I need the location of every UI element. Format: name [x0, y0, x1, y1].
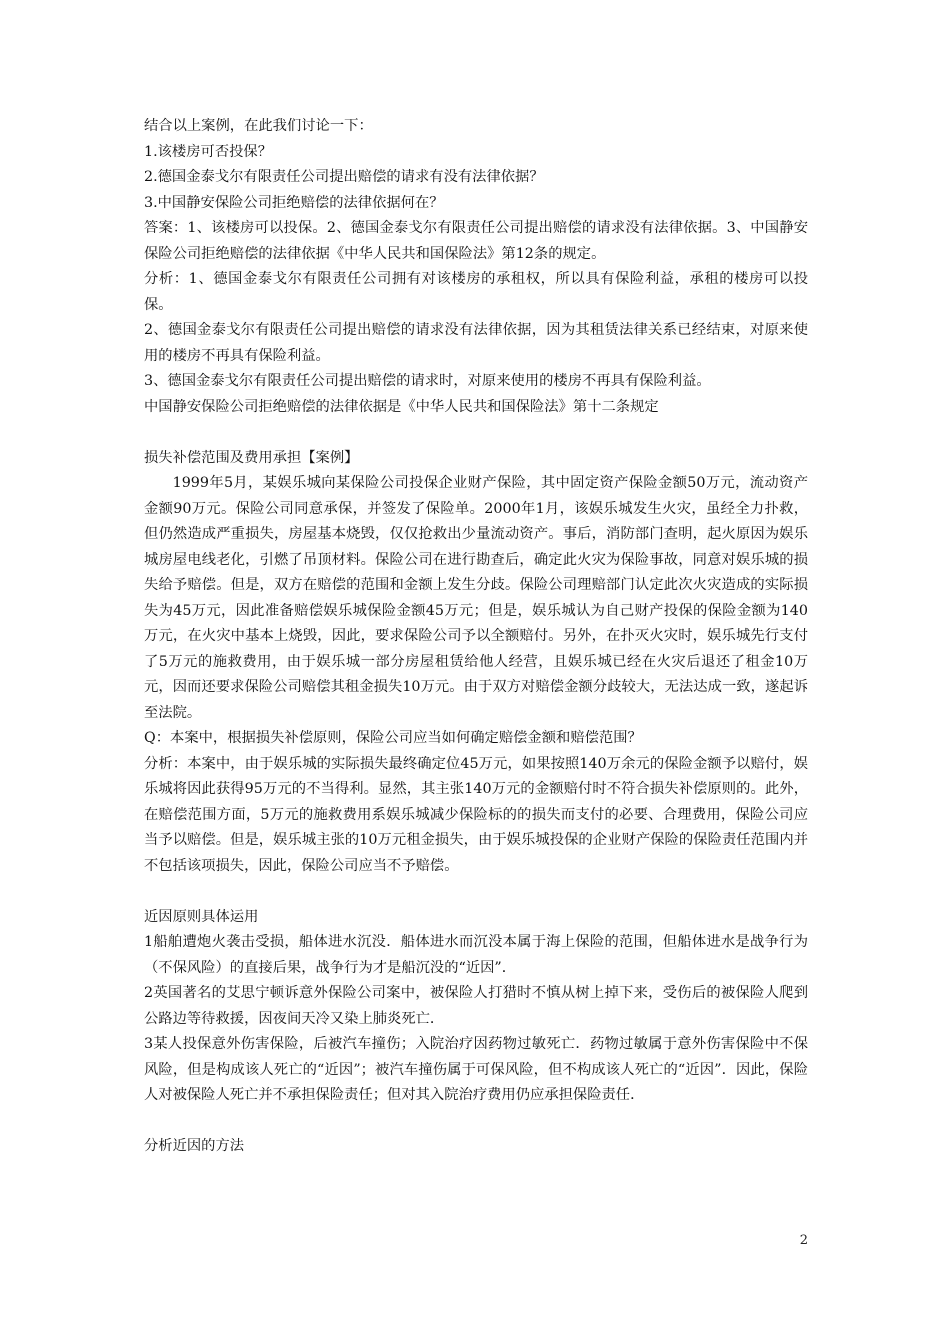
case-analysis: 分析：本案中，由于娱乐城的实际损失最终确定位45万元，如果按照140万余元的保险金额予以赔付，娱乐城将因此获得95万元的不当得利。显然，其主张140万元的金额赔付时不符合损失补偿原则的。此外，在赔偿范围方面，5万元的施救费用系娱乐城减少保险标的的损失而支付的必要、合理费用，保险公司应当予以赔偿。但是，娱乐城主张的10万元租金损失，由于娱乐城投保的企业财产保险的保险责任范围内并不包括该项损失，因此，保险公司应当不予赔偿。: [144, 755, 808, 874]
question-2: 2.德国金泰戈尔有限责任公司提出赔偿的请求有没有法律依据？: [144, 169, 544, 185]
question-1: 1.该楼房可否投保？: [144, 143, 273, 160]
section-heading-analysis-method: 分析近因的方法: [144, 1138, 245, 1154]
page-number: 2: [799, 1233, 808, 1248]
section-heading-loss-compensation: 损失补偿范围及费用承担【案例】: [144, 449, 359, 466]
analysis-point-2: 2、德国金泰戈尔有限责任公司提出赔偿的请求没有法律依据，因为其租赁法律关系已经结束，对原来使用的楼房不再具有保险利益。: [144, 322, 808, 364]
question-3: 3.中国静安保险公司拒绝赔偿的法律依据何在？: [144, 194, 444, 211]
blank-line: [144, 1109, 808, 1135]
section-heading-proximate-cause: 近因原则具体运用: [144, 908, 259, 925]
analysis-point-3: 3、德国金泰戈尔有限责任公司提出赔偿的请求时，对原来使用的楼房不再具有保险利益。: [144, 373, 711, 389]
case-question: Q：本案中，根据损失补偿原则，保险公司应当如何确定赔偿金额和赔偿范围？: [144, 730, 642, 746]
analysis-point-1: 分析：1、德国金泰戈尔有限责任公司拥有对该楼房的承租权，所以具有保险利益，承租的楼房可以投保。: [144, 271, 808, 313]
case-paragraph: 1999年5月，某娱乐城向某保险公司投保企业财产保险，其中固定资产保险金额50万元，流动资产金额90万元。保险公司同意承保，并签发了保险单。2000年1月，该娱乐城发生火灾，虽经全力扑救，但仍然造成严重损失，房屋基本烧毁，仅仅抢救出少量流动资产。事后，消防部门查明，起火原因为娱乐城房屋电线老化，引燃了吊顶材料。保险公司在进行勘查后，确定此火灾为保险事故，同意对娱乐城的损失给予赔偿。但是，双方在赔偿的范围和金额上发生分歧。保险公司理赔部门认定此次火灾造成的实际损失为45万元，因此准备赔偿娱乐城保险金额45万元；但是，娱乐城认为自己财产投保的保险金额为140万元，在火灾中基本上烧毁，因此，要求保险公司予以全额赔付。另外，在扑灭火灾时，娱乐城先行支付了5万元的施救费用，由于娱乐城一部分房屋租赁给他人经营，且娱乐城已经在火灾后退还了租金10万元，因而还要求保险公司赔偿其租金损失10万元。由于双方对赔偿金额分歧较大，无法达成一致，遂起诉至法院。: [144, 475, 808, 721]
proximate-cause-example-1: 1船舶遭炮火袭击受损，船体进水沉没．船体进水而沉没本属于海上保险的范围，但船体进水是战争行为（不保风险）的直接后果，战争行为才是船沉没的“近因”．: [144, 934, 808, 976]
proximate-cause-example-3: 3某人投保意外伤害保险，后被汽车撞伤；入院治疗因药物过敏死亡．药物过敏属于意外伤害保险中不保风险，但是构成该人死亡的“近因”；被汽车撞伤属于可保风险，但不构成该人死亡的“近因”．因此，保险人对被保险人死亡并不承担保险责任；但对其入院治疗费用仍应承担保险责任．: [144, 1036, 808, 1103]
discussion-intro: 结合以上案例，在此我们讨论一下：: [144, 118, 373, 134]
proximate-cause-example-2: 2英国著名的艾思宁顿诉意外保险公司案中，被保险人打猎时不慎从树上掉下来，受伤后的被保险人爬到公路边等待救援，因夜间天冷又染上肺炎死亡．: [144, 985, 808, 1027]
blank-line: [144, 879, 808, 905]
answer-paragraph: 答案：1、该楼房可以投保。2、德国金泰戈尔有限责任公司提出赔偿的请求没有法律依据。3、中国静安保险公司拒绝赔偿的法律依据《中华人民共和国保险法》第12条的规定。: [144, 220, 808, 262]
document-body: [144, 114, 808, 1160]
blank-line: [144, 420, 808, 446]
analysis-legal-basis: 中国静安保险公司拒绝赔偿的法律依据是《中华人民共和国保险法》第十二条规定: [144, 398, 659, 415]
